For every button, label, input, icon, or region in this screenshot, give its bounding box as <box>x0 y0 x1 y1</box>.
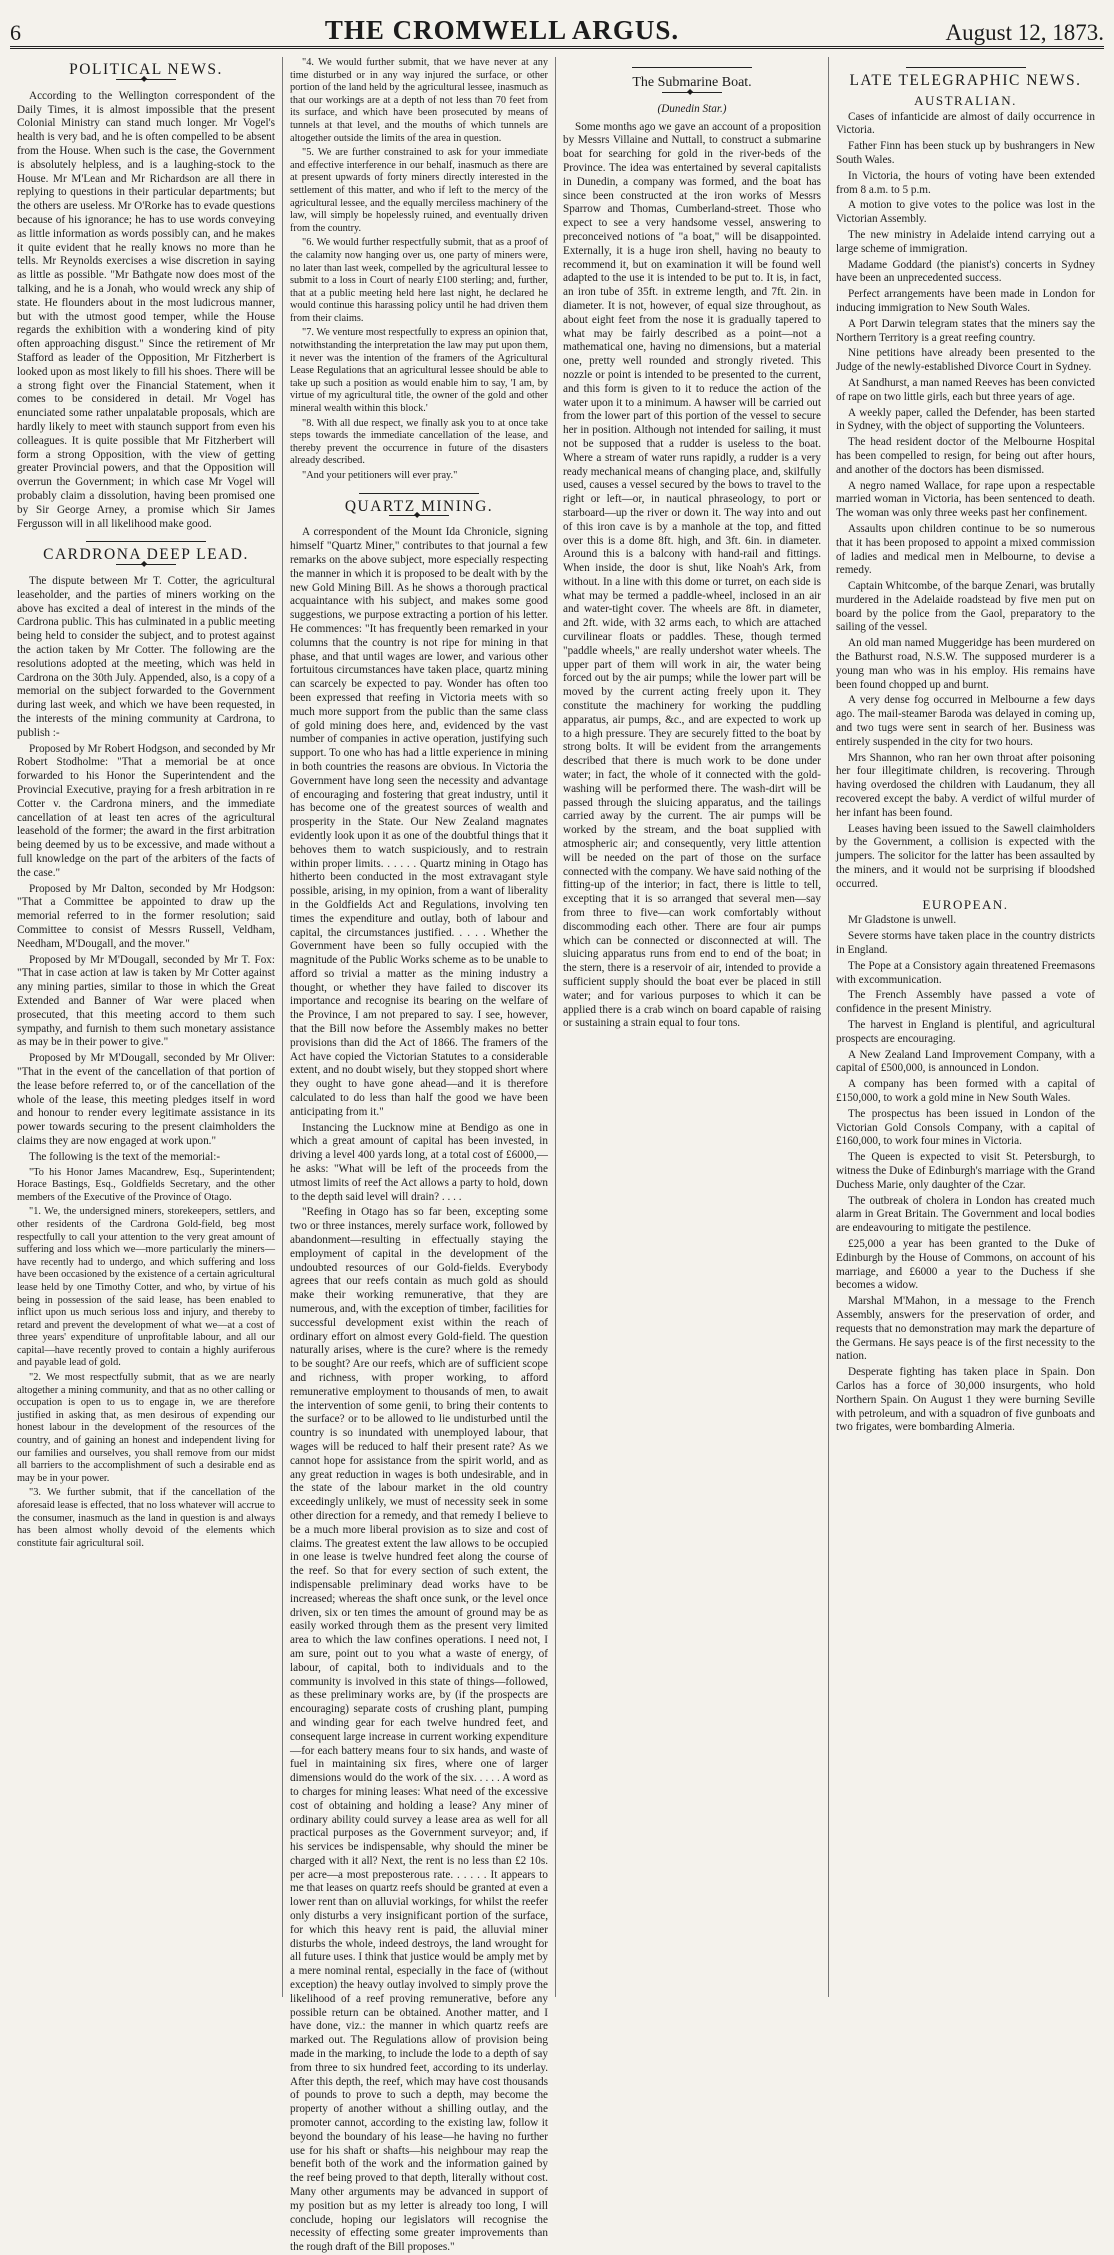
european-heading: EUROPEAN. <box>922 896 1009 912</box>
political-heading: POLITICAL NEWS. <box>69 61 223 78</box>
news-item: Leases having been issued to the Sawell claimholders by the Government, a collision is expected with the jumpers. The solicitor for the latter has been assaulted by the miners, and it would not be surprising if bloodshed occurred. <box>836 822 1095 890</box>
news-item: An old man named Muggeridge has been murdered on the Bathurst road, N.S.W. The supposed murderer is a young man who was in his employ. His remains have been found chopped up and burnt. <box>836 637 1095 691</box>
news-item: A company has been formed with a capital of £150,000, to work a gold mine in New South Wales. <box>836 1078 1095 1104</box>
news-item: A weekly paper, called the Defender, has been started in Sydney, with the object of supporting the Volunteers. <box>836 406 1095 433</box>
news-item: Father Finn has been stuck up by bushrangers in New South Wales. <box>836 140 1095 166</box>
cardrona-heading: CARDRONA DEEP LEAD. <box>43 546 249 564</box>
article-paragraph: Proposed by Mr M'Dougall, seconded by Mr T. Fox: "That in case action at law is taken by Mr Cotter against any mining parties, similar to those in which the Great Extended and Banner of War were placed when prosecuted, that this meeting accord to them such sympathy, and furnish to them such monetary assistance as may be in their power to give." <box>17 953 275 1049</box>
page-number: 6 <box>10 20 21 45</box>
section-rule <box>906 67 1026 68</box>
telegraphic-heading: LATE TELEGRAPHIC NEWS. <box>849 72 1082 89</box>
news-item: Nine petitions have already been presented to the Judge of the newly-established Divorce Court in Sydney. <box>836 347 1095 374</box>
news-item: Perfect arrangements have been made in London for inducing immigration to New South Wales. <box>836 288 1095 314</box>
ornament-divider <box>116 79 176 84</box>
news-item: A very dense fog occurred in Melbourne a few days ago. The mail-steamer Baroda was delayed in coming up, and two tugs were sent in search of her. Business was entirely suspended in the city for two hours. <box>836 694 1095 748</box>
news-item: Desperate fighting has taken place in Spain. Don Carlos has a force of 30,000 insurgents, who hold Northern Spain. On August 1 they were burning Seville with petroleum, and with a squadron of five gunboats and two frigates, were bombarding Almeria. <box>836 1366 1095 1434</box>
news-item: Severe storms have taken place in the country districts in England. <box>836 930 1095 957</box>
news-item: The harvest in England is plentiful, and agricultural prospects are encouraging. <box>836 1019 1095 1045</box>
news-item: Mr Gladstone is unwell. <box>848 914 957 927</box>
ornament-divider <box>116 564 176 569</box>
article-paragraph: Proposed by Mr M'Dougall, seconded by Mr Oliver: "That in the event of the cancellation of that portion of the lease before referred to, or of the cancellation of the whole of the lease, this meeting pledges itself in word and honour to render every legitimate assistance in its power towards securing to the present claimholders the claims they are now engaged at work upon." <box>17 1052 275 1147</box>
section-rule <box>632 67 752 68</box>
article-paragraph: According to the Wellington correspondent of the Daily Times, it is almost impossible that the present Colonial Ministry can stand much longer. Mr Vogel's health is very bad, and he is often compelled to be absent from the House. When such is the case, the Government is absolutely helpless, and is a laughing-stock to the House. Mr M'Lean and Mr Richardson are all there in replying to questions in their particular departments; but the others are useless. Mr O'Rorke has to evade questions because of his ignorance; he has to use words conveying as little information as words possibly can, and he makes it quite evident that he really knows no more than he tells. Mr Reynolds exercises a wise discretion in saying as little as possible. "Mr Bathgate now does most of the talking, and he is a Jonah, who would wreck any ship of state. He flounders about in the most ludicrous manner, but with the utmost good temper, while the House regards the exhibition with a wondering kind of pity often approaching disgust." Since the retirement of Mr Stafford as leader of the Opposition, Mr Fitzherbert is looked upon as most likely to fill his shoes. There will be a strong fight over the Financial Statement, when it comes to be considered in detail. Mr Vogel has enunciated some rather unpalatable proposals, which are hardly likely to meet with staunch support from even his colleagues. It is quite possible that Mr Fitzherbert will form a strong Opposition, with the view of getting greater Provincial powers, and that the Opposition will overrun the Government; in which case Mr Vogel will probably claim a dissolution, having been promised one by Sir George Arney, a promise which Sir James Fergusson will in all likelihood make good. <box>17 89 275 530</box>
news-item: The Queen is expected to visit St. Petersburgh, to witness the Duke of Edinburgh's marriage with the Grand Duchess Marie, only daughter of the Czar. <box>836 1151 1095 1191</box>
memorial-paragraph: "7. We venture most respectfully to express an opinion that, notwithstanding the interpretation the law may put upon them, it never was the intention of the framers of the Agricultural Lease Regulations that an agricultural lessee should be able to take up such a position as would enable him to say, 'I am, by virtue of my agricultural title, the owner of the gold and other mineral wealth within this block.' <box>290 327 548 415</box>
column-1 <box>10 57 283 1997</box>
news-item: A motion to give votes to the police was lost in the Victorian Assembly. <box>836 199 1095 226</box>
news-item: A negro named Wallace, for rape upon a respectable married woman in Victoria, has been sentenced to death. The woman was only three weeks past her confinement. <box>836 479 1095 520</box>
issue-date: August 12, 1873. <box>945 20 1104 45</box>
news-item: A Port Darwin telegram states that the miners say the Northern Territory is a great reefing country. <box>836 317 1095 344</box>
quartz-heading: QUARTZ MINING. <box>344 497 494 515</box>
news-item: The Pope at a Consistory again threatened Freemasons with excommunication. <box>836 959 1095 986</box>
memorial-paragraph: "4. We would further submit, that we have never at any time disturbed or in any way injured the surface, or other portion of the land held by the agricultural lessee, inasmuch as that our workings are at a depth of not less than 70 feet from its surface, and which have been prosecuted by means of tunnels at that level, and the mouths of which tunnels are altogether outside the limits of the area in question. <box>290 57 548 144</box>
news-item: In Victoria, the hours of voting have been extended from 8 a.m. to 5 p.m. <box>836 169 1095 196</box>
memorial-paragraph: "1. We, the undersigned miners, storekeepers, settlers, and other residents of the Cardrona Gold-field, beg most respectfully to call your attention to the very great amount of suffering and loss which we—more particularly the miners—have recently had to undergo, and which suffering and loss have been occasioned by the existence of a certain agricultural lease held by one Timothy Cotter, and who, by virtue of his being in possession of the said lease, has been enabled to inflict upon us much serious loss and injury, and thereby to retard and prevent the development of what we—at a cost of three years' expenditure of unprofitable labour, and all our capital—have recently proved to contain a highly auriferous and payable lead of gold. <box>17 1206 275 1369</box>
article-paragraph: Some months ago we gave an account of a proposition by Messrs Villaine and Nuttall, to construct a submarine boat for searching for gold in the river-beds of the Province. The idea was entertained by several capitalists in Dunedin, a company was formed, and the boat has since been constructed at the iron works of Messrs Sparrow and Thomas, Cumberland-street. Those who expect to see a very handsome vessel, answering to preconceived notions of "a boat," will be disappointed. Externally, it is a huge iron shell, having no beauty to recommend it, but on examination it will be found well adapted to the use it is intended to be put to. It is, in fact, an iron tube of 35ft. in extreme length, and 7ft. 2in. in diameter. It is not, however, of equal size throughout, as about eight feet from the nose it is gradually tapered to what may be fairly described as a point—not a mathematical one, having no dimensions, but a material one, pretty well rounded and strongly riveted. This nozzle or point is intended to be presented to the current, and this form is given to it to reduce the action of the water upon it to a minimum. A hawser will be carried out from the lower part of this portion of the vessel to secure her in position. Although not intended for sailing, it must not be supposed that a rudder is useless to the boat. Where a stream of water runs rapidly, a rudder is a very ready mechanical means of changing place, and, skilfully used, causes a vessel secured by the bows to travel to the right or left—or, in nautical phraseology, to port or starboard—up the river or down it. The way into and out of this iron cave is by a manhole at the top, and fitted over this is a dome 8ft. high, and 3ft. 6in. in diameter. Around this is a balcony with hand-rail and fittings. When inside, the door is shut, like Noah's Ark, from without. In a line with this dome or turret, on each side is what may be termed a paddle-wheel, inclosed in an air and water-tight cover. The wheels are 8ft. in diameter, and 2ft. wide, with 32 arms each, to which are attached curvilinear floats or paddles. These, though termed "paddle wheels," are really undershot water wheels. The upper part of them will work in air, the water being forced out by the air pumps; while the lower part will be moved by the current acting freely upon it. They constitute the machinery for working the puddling apparatus, air pumps, &c., and are expected to work up to a high pressure. They are securely fitted to the boat by strong bolts. It will be evident from the arrangements described that there is much work to be done under water; in fact, the whole of it connected with the gold-washing will be performed there. The wash-dirt will be passed through the sluicing apparatus, and the tailings carried away by the current. The air pumps will be worked by the stream, and the boat supplied with atmospheric air; and consequently, very little attention will be needed on the part of those on the surface connected with the company. We have said nothing of the fitting-up of the interior; in fact, there is little to tell, excepting that it is so arranged that several men—say from three to five—can work comfortably without discommoding each other. There are four air pumps which can be connected or disconnected at will. The sluicing apparatus runs from end to end of the boat; in the stern, there is a reservoir of air, intended to provide a sufficient supply should the boat ever be placed in still water; and for various purposes to which it can be applied there is a crab winch on board capable of raising or sustaining a strain equal to four tons. <box>563 120 821 1030</box>
memorial-paragraph: "6. We would further respectfully submit, that as a proof of the calamity now hanging over us, one party of miners were, no later than last week, compelled by the agricultural lessee to submit to a loss in Court of nearly £100 sterling; and, further, that at a public meeting held here last night, he declared he would continue this harassing policy until he had driven them from their claims. <box>290 237 548 324</box>
article-paragraph: Proposed by Mr Dalton, seconded by Mr Hodgson: "That a Committee be appointed to draw up the memorial referred to in the former resolution; said Committee to consist of Messrs Russell, Veldham, Needham, M'Dougall, and the mover." <box>17 882 275 950</box>
news-item: The outbreak of cholera in London has created much alarm in Great Britain. The Government and local bodies are endeavouring to mitigate the pestilence. <box>836 1194 1095 1235</box>
ornament-divider <box>389 515 449 520</box>
submarine-source: (Dunedin Star.) <box>657 102 727 115</box>
article-paragraph: The following is the text of the memorial:- <box>29 1150 221 1163</box>
section-rule <box>359 493 479 494</box>
submarine-heading: The Submarine Boat. <box>632 75 752 90</box>
news-item: The prospectus has been issued in London of the Victorian Gold Consols Company, with a capital of £160,000, to work four mines in Victoria. <box>836 1107 1095 1148</box>
masthead <box>10 6 1104 49</box>
news-item: A New Zealand Land Improvement Company, with a capital of £500,000, is announced in London. <box>836 1048 1095 1075</box>
memorial-paragraph: "To his Honor James Macandrew, Esq., Superintendent; Horace Bastings, Esq., Goldfields Secretary, and the other members of the Executive of the Province of Otago. <box>17 1166 275 1203</box>
article-paragraph: The dispute between Mr T. Cotter, the agricultural leaseholder, and the parties of miners working on the above has excited a deal of interest in the minds of the Cardrona public. This has culminated in a public meeting being held to consider the subject, and to protest against the action taken by Mr Cotter. The following are the resolutions adopted at the meeting, which was held in Cardrona on the 30th July. Appended, also, is a copy of a memorial on the subject forwarded to the Government during last week, and which we have been requested, in the interests of the mining community at Cardrona, to publish :- <box>17 575 275 739</box>
newspaper-title: THE CROMWELL ARGUS. <box>324 15 680 45</box>
news-item: Mrs Shannon, who ran her own throat after poisoning her four illegitimate children, is recovering. Through having overdosed the children with Laudanum, they all recovered except the baby. A verdict of wilful murder of her infant has been found. <box>836 751 1095 819</box>
article-paragraph: Instancing the Lucknow mine at Bendigo as one in which a great amount of capital has been invested, in driving a level 400 yards long, at a total cost of £6000,—he asks: "What will be left of the proceeds from the utmost limits of reef the Act allows a party to hold, down to the depth said level will drain? . . . . <box>290 1121 548 1203</box>
ornament-divider <box>662 92 722 97</box>
memorial-paragraph: "8. With all due respect, we finally ask you to at once take steps towards the immediate cancellation of the lease, and thereby prevent the occurrence in future of the disasters already described. <box>290 417 548 467</box>
article-paragraph: A correspondent of the Mount Ida Chronicle, signing himself "Quartz Miner," contributes to that journal a few remarks on the above subject, more especially respecting the manner in which it is proposed to be dealt with by the new Gold Mining Bill. As he shows a thorough practical acquaintance with his subject, and makes some good suggestions, we purpose extracting a portion of his letter. He commences: "It has frequently been remarked in your columns that the country is not ripe for mining in that phase, and that until wages are lower, and various other fortuitous circumstances have taken place, quartz mining can scarcely be expected to pay. Wonder has often too been expressed that reefing in Victoria meets with so much more support from the public than the same class of gold mining does here, and, evidenced by the vast number of companies in active operation, justifying such support. To one who has had a little experience in mining in both countries the reasons are obvious. In Victoria the Government have long seen the necessity and advantage of encouraging and fostering that great industry, until it has become one of the greatest sources of wealth and prosperity in the State. Our New Zealand magnates evidently look upon it as one of the doubtful things that it behoves them to watch suspiciously, and to restrain within proper limits. . . . . . Quartz mining in Otago has hitherto been conducted in the most extravagant style possible, arising, in my opinion, from a want of liberality in the Goldfields Act and Regulations, involving ten times the expenditure and outlay, both of labour and capital, the circumstances justified. . . . . Whether the Government have been so fully occupied with the magnitude of the Public Works scheme as to be unable to afford so trivial a matter as the mining industry a thought, or whether they have failed to discover its importance and recognise its bearing on the welfare of the Province, I am not prepared to say. I see, however, that the Bill now before the Assembly makes no better provisions than did the Act of 1866. The framers of the Act have copied the Victorian Statutes to a considerable extent, and no doubt wisely, but they stopped short where they ought to have gone ahead—and it is therefore calculated to do less than half the good we have been anticipating from it." <box>290 526 548 1118</box>
news-item: £25,000 a year has been granted to the Duke of Edinburgh by the House of Commons, on account of his marriage, and £6000 a year to the Duchess if she becomes a widow. <box>836 1237 1095 1292</box>
article-paragraph: Proposed by Mr Robert Hodgson, and seconded by Mr Robert Stodholme: "That a memorial be at once forwarded to his Honor the Superintendent and the Provincial Executive, praying for a fresh arbitration in re Cotter v. the Cardrona miners, and the immediate cancellation of at least ten acres of the agricultural leasehold of the former; the award in the first arbitration being deemed by us to be excessive, and made without a full knowledge on the part of the arbiters of the facts of the case." <box>17 742 275 879</box>
section-rule <box>86 541 206 542</box>
news-item: The French Assembly have passed a vote of confidence in the present Ministry. <box>836 989 1095 1016</box>
news-item: The new ministry in Adelaide intend carrying out a large scheme of immigration. <box>836 228 1095 255</box>
memorial-paragraph: "3. We further submit, that if the cancellation of the aforesaid lease is effected, that no loss whatever will accrue to the consumer, inasmuch as the land in question is and always has been almost wholly devoid of the elements which constitute fair agricultural soil. <box>17 1487 275 1549</box>
memorial-paragraph: "5. We are further constrained to ask for your immediate and effective interference in our behalf, inasmuch as there are at present upwards of forty miners directly interested in the settlement of this matter, and who if left to the mercy of the agricultural lessee, and the equally merciless machinery of the law, will simply be hopelessly ruined, and eventually driven from the country. <box>290 147 548 234</box>
column-3 <box>556 57 829 1997</box>
news-item: Captain Whitcombe, of the barque Zenari, was brutally murdered in the Adelaide roadstead by five men put on board by the police from the Gaol, preparatory to the sailing of the vessel. <box>836 580 1095 634</box>
news-item: Cases of infanticide are almost of daily occurrence in Victoria. <box>836 110 1095 137</box>
article-paragraph: "Reefing in Otago has so far been, excepting some two or three instances, merely surface work, followed by abandonment—resulting in effectually staying the employment of capital in the development of the undoubted resources of our Gold-fields. Everybody agrees that our reefs contain as much gold as should make their working remunerative, that they are numerous, and, with the exception of timber, facilities for successful development exist within the reach of ordinary effort on almost every Gold-field. The question naturally arises, where is the cure? where is the remedy to be sought? Are our reefs, which are of sufficient scope and richness, with proper working, to afford remunerative employment to thousands of men, to await the intervention of some genii, to bring their contents to the surface? or to be allowed to lie undisturbed until the country is so inundated with unemployed labour, that wages will be reduced to half their present rate? As we cannot hope for assistance from the spirit world, and as any great reduction in wages is both undesirable, and in the state of the labour market in the old country exceedingly unlikely, we must of necessity seek in some other direction for a remedy, and that remedy I believe to be a much more liberal provision as to size and cost of claims. The greatest extent the law allows to be occupied in one lease is twelve hundred feet along the course of the reef. So that for every section of such extent, the indispensable preliminary dead works have to be increased; whereas the shaft once sunk, or the level once driven, six or ten times the amount of ground may be as easily worked through them as the present very limited area to which the law confines operations. I need not, I am sure, point out to you what a waste of energy, of labour, of capital, both to individuals and to the community is involved in this state of things—followed, as these preliminary works are, by (if the prospects are encouraging) separate costs of crushing plant, pumping and winding gear for each twelve hundred feet, and consequent large increase in current working expenditure—for each battery means four to six hands, and waste of fuel in maintaining six fires, where one of larger dimensions would do the work of the six. . . . . A word as to charges for mining leases: What need of the excessive cost of obtaining and holding a lease? Any miner of ordinary ability could survey a lease area as well for all practical purposes as the Government surveyor; and, if his services be indispensable, why should the miner be charged with it all? Next, the rent is no less than £2 10s. per acre—a most preposterous rate. . . . . . It appears to me that leases on quartz reefs should be granted at even a lower rent than on alluvial workings, for whilst the reefer only disturbs a very insignificant portion of the surface, for which this heavy rent is paid, the alluvial miner disturbs the whole, indeed destroys, the land wrought for all future uses. I think that justice would be amply met by a mere nominal rental, especially in the face of (without exception) the heavy outlay involved to simply prove the likelihood of a reef proving remunerative, before any possible return can be obtained. Another matter, and I have done, viz.: the manner in which quartz reefs are marked out. The Regulations allow of provision being made in the marking, to include the lode to a depth of say from three to six hundred feet, according to its underlay. After this depth, the reef, which may have cost thousands of pounds to prove to such a depth, may become the property of another without a shilling outlay, and the promoter cannot, according to the existing law, follow it beyond the boundary of his lease—he having no further use for his shaft or shafts—his neighbour may reap the benefit both of the work and the information gained by the reef being proved to that depth, literally without cost. Many other arguments may be advanced in support of my position but as my letter is already too long, I will conclude, hoping our legislators will recognise the necessity of effecting some greater improvements than the rough draft of the Bill proposes." <box>290 1206 548 2254</box>
memorial-paragraph: "And your petitioners will ever pray." <box>302 470 458 481</box>
columns <box>10 57 1104 2254</box>
news-item: Madame Goddard (the pianist's) concerts in Sydney have been an unprecedented success. <box>836 258 1095 285</box>
memorial-paragraph: "2. We most respectfully submit, that as we are nearly altogether a mining community, and that as no other calling or occupation is open to us to engage in, we are therefore justified in asking that, as men desirous of expending our honest labour in the development of the resources of the country, and of gaining an honest and independent living for our families and ourselves, you shall remove from our midst all barriers to the accomplishment of such a desirable end as may be in your power. <box>17 1372 275 1484</box>
news-item: At Sandhurst, a man named Reeves has been convicted of rape on two little girls, each but three years of age. <box>836 376 1095 403</box>
column-2 <box>283 57 556 2254</box>
news-item: Marshal M'Mahon, in a message to the French Assembly, answers for the preservation of order, and requests that no demonstration may mark the departure of the Germans. He says peace is of the first necessity to the nation. <box>836 1295 1095 1363</box>
australian-heading: AUSTRALIAN. <box>914 92 1017 108</box>
column-4 <box>829 57 1102 1997</box>
news-item: The head resident doctor of the Melbourne Hospital has been compelled to resign, for being out after hours, and another of the doctors has been dismissed. <box>836 436 1095 476</box>
news-item: Assaults upon children continue to be so numerous that it has been proposed to appoint a mixed commission of ladies and medical men in Melbourne, to devise a remedy. <box>836 522 1095 577</box>
